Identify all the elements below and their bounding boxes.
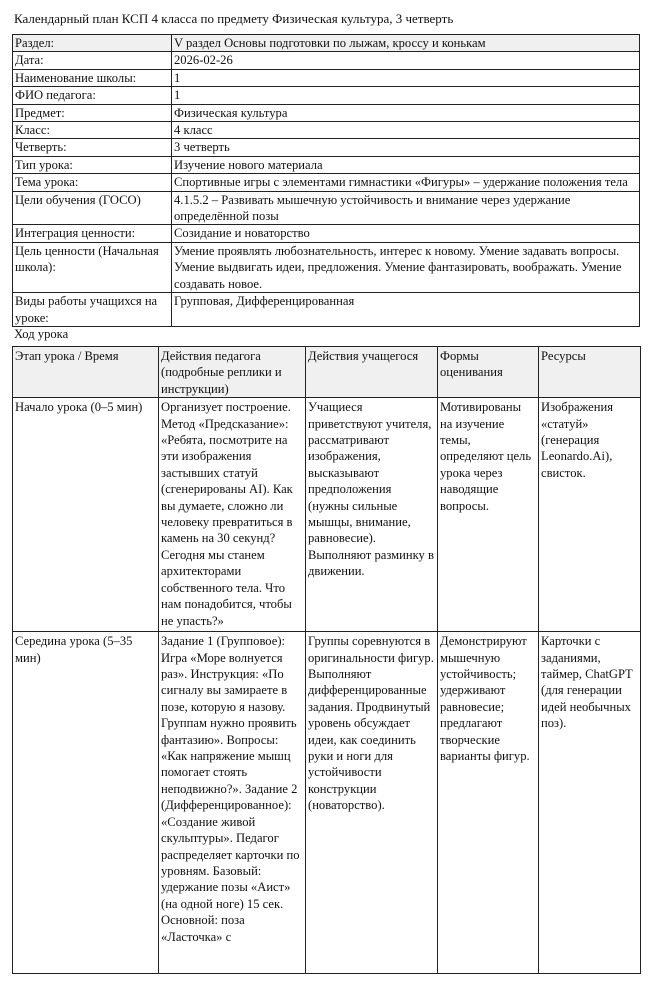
stage-cell: Середина урока (5–35 мин) bbox=[13, 632, 159, 974]
info-label: Наименование школы: bbox=[13, 69, 172, 86]
info-label: Предмет: bbox=[13, 104, 172, 121]
info-value: V раздел Основы подготовки по лыжам, кроссу и конькам bbox=[172, 35, 640, 52]
info-row bbox=[13, 225, 640, 242]
teacher-actions-cell: Задание 1 (Групповое): Игра «Море волнуется раз». Инструкция: «По сигналу вы замираете в позе, которую я назову. Группам нужно проявить фантазию». Вопросы: «Как напряжение мышц помогает стоять неподвижно?». Задание 2 (Дифференцированное): «Создание живой скульптуры». Педагог распределяет карточки по уровням. Базовый: удержание позы «Аист» (на одной ноге) 15 сек. Основной: поза «Ласточка» с bbox=[159, 632, 306, 974]
info-value: Спортивные игры с элементами гимнастики «Фигуры» – удержание положения тела bbox=[172, 174, 640, 191]
table-row bbox=[13, 632, 641, 974]
info-label: Виды работы учащихся на уроке: bbox=[13, 293, 172, 327]
info-value: Созидание и новаторство bbox=[172, 225, 640, 242]
info-value: Физическая культура bbox=[172, 104, 640, 121]
info-label: Тип урока: bbox=[13, 156, 172, 173]
info-label: Тема урока: bbox=[13, 174, 172, 191]
student-actions-cell: Учащиеся приветствуют учителя, рассматривают изображения, высказывают предположения (нужны сильные мышцы, внимание, равновесие). Выполняют разминку в движении. bbox=[306, 398, 438, 632]
teacher-actions-cell: Организует построение. Метод «Предсказание»: «Ребята, посмотрите на эти изображения застывших статуй (сгенерированы AI). Как вы думаете, сложно ли человеку превратиться в камень на 30 секунд? Сегодня мы станем архитекторами собственного тела. Что нам понадобится, чтобы не упасть?» bbox=[159, 398, 306, 632]
table-header-row bbox=[13, 347, 641, 398]
info-label: Интеграция ценности: bbox=[13, 225, 172, 242]
info-row bbox=[13, 35, 640, 52]
info-label: Цель ценности (Начальная школа): bbox=[13, 242, 172, 292]
lesson-plan-table bbox=[12, 346, 641, 974]
info-label: ФИО педагога: bbox=[13, 87, 172, 104]
student-actions-cell: Группы соревнуются в оригинальности фигур. Выполняют дифференцированные задания. Продвинутый уровень обсуждает идеи, как соединить руки и ноги для устойчивости конструкции (новаторство). bbox=[306, 632, 438, 974]
info-label: Цели обучения (ГОСО) bbox=[13, 191, 172, 225]
info-label: Класс: bbox=[13, 122, 172, 139]
info-row bbox=[13, 242, 640, 292]
resources-cell: Изображения «статуй» (генерация Leonardo.Ai), свисток. bbox=[539, 398, 641, 632]
assessment-cell: Мотивированы на изучение темы, определяют цель урока через наводящие вопросы. bbox=[438, 398, 539, 632]
section-title: Ход урока bbox=[14, 327, 69, 341]
column-header: Действия учащегося bbox=[306, 347, 438, 398]
resources-cell: Карточки с заданиями, таймер, ChatGPT (для генерации идей необычных поз). bbox=[539, 632, 641, 974]
info-row bbox=[13, 191, 640, 225]
info-value: 3 четверть bbox=[172, 139, 640, 156]
info-value: 2026-02-26 bbox=[172, 52, 640, 69]
page-title: Календарный план КСП 4 класса по предмету Физическая культура, 3 четверть bbox=[14, 11, 454, 26]
column-header: Действия педагога (подробные реплики и инструкции) bbox=[159, 347, 306, 398]
info-value: Умение проявлять любознательность, интерес к новому. Умение задавать вопросы. Умение выдвигать идеи, предложения. Умение фантазировать, воображать. Умение создавать новое. bbox=[172, 242, 640, 292]
info-row bbox=[13, 156, 640, 173]
info-label: Дата: bbox=[13, 52, 172, 69]
assessment-cell: Демонстрируют мышечную устойчивость; удерживают равновесие; предлагают творческие варианты фигур. bbox=[438, 632, 539, 974]
info-value: 4 класс bbox=[172, 122, 640, 139]
info-row bbox=[13, 52, 640, 69]
stage-cell: Начало урока (0–5 мин) bbox=[13, 398, 159, 632]
info-row bbox=[13, 104, 640, 121]
table-row bbox=[13, 398, 641, 632]
info-row bbox=[13, 174, 640, 191]
column-header: Этап урока / Время bbox=[13, 347, 159, 398]
info-value: Групповая, Дифференцированная bbox=[172, 293, 640, 327]
column-header: Формы оценивания bbox=[438, 347, 539, 398]
info-row bbox=[13, 293, 640, 327]
info-row bbox=[13, 69, 640, 86]
info-row bbox=[13, 87, 640, 104]
info-label: Четверть: bbox=[13, 139, 172, 156]
info-value: 4.1.5.2 – Развивать мышечную устойчивость и внимание через удержание определённой позы bbox=[172, 191, 640, 225]
info-row bbox=[13, 139, 640, 156]
lesson-info-table bbox=[12, 34, 640, 327]
info-value: 1 bbox=[172, 87, 640, 104]
info-row bbox=[13, 122, 640, 139]
column-header: Ресурсы bbox=[539, 347, 641, 398]
info-value: 1 bbox=[172, 69, 640, 86]
info-value: Изучение нового материала bbox=[172, 156, 640, 173]
info-label: Раздел: bbox=[13, 35, 172, 52]
